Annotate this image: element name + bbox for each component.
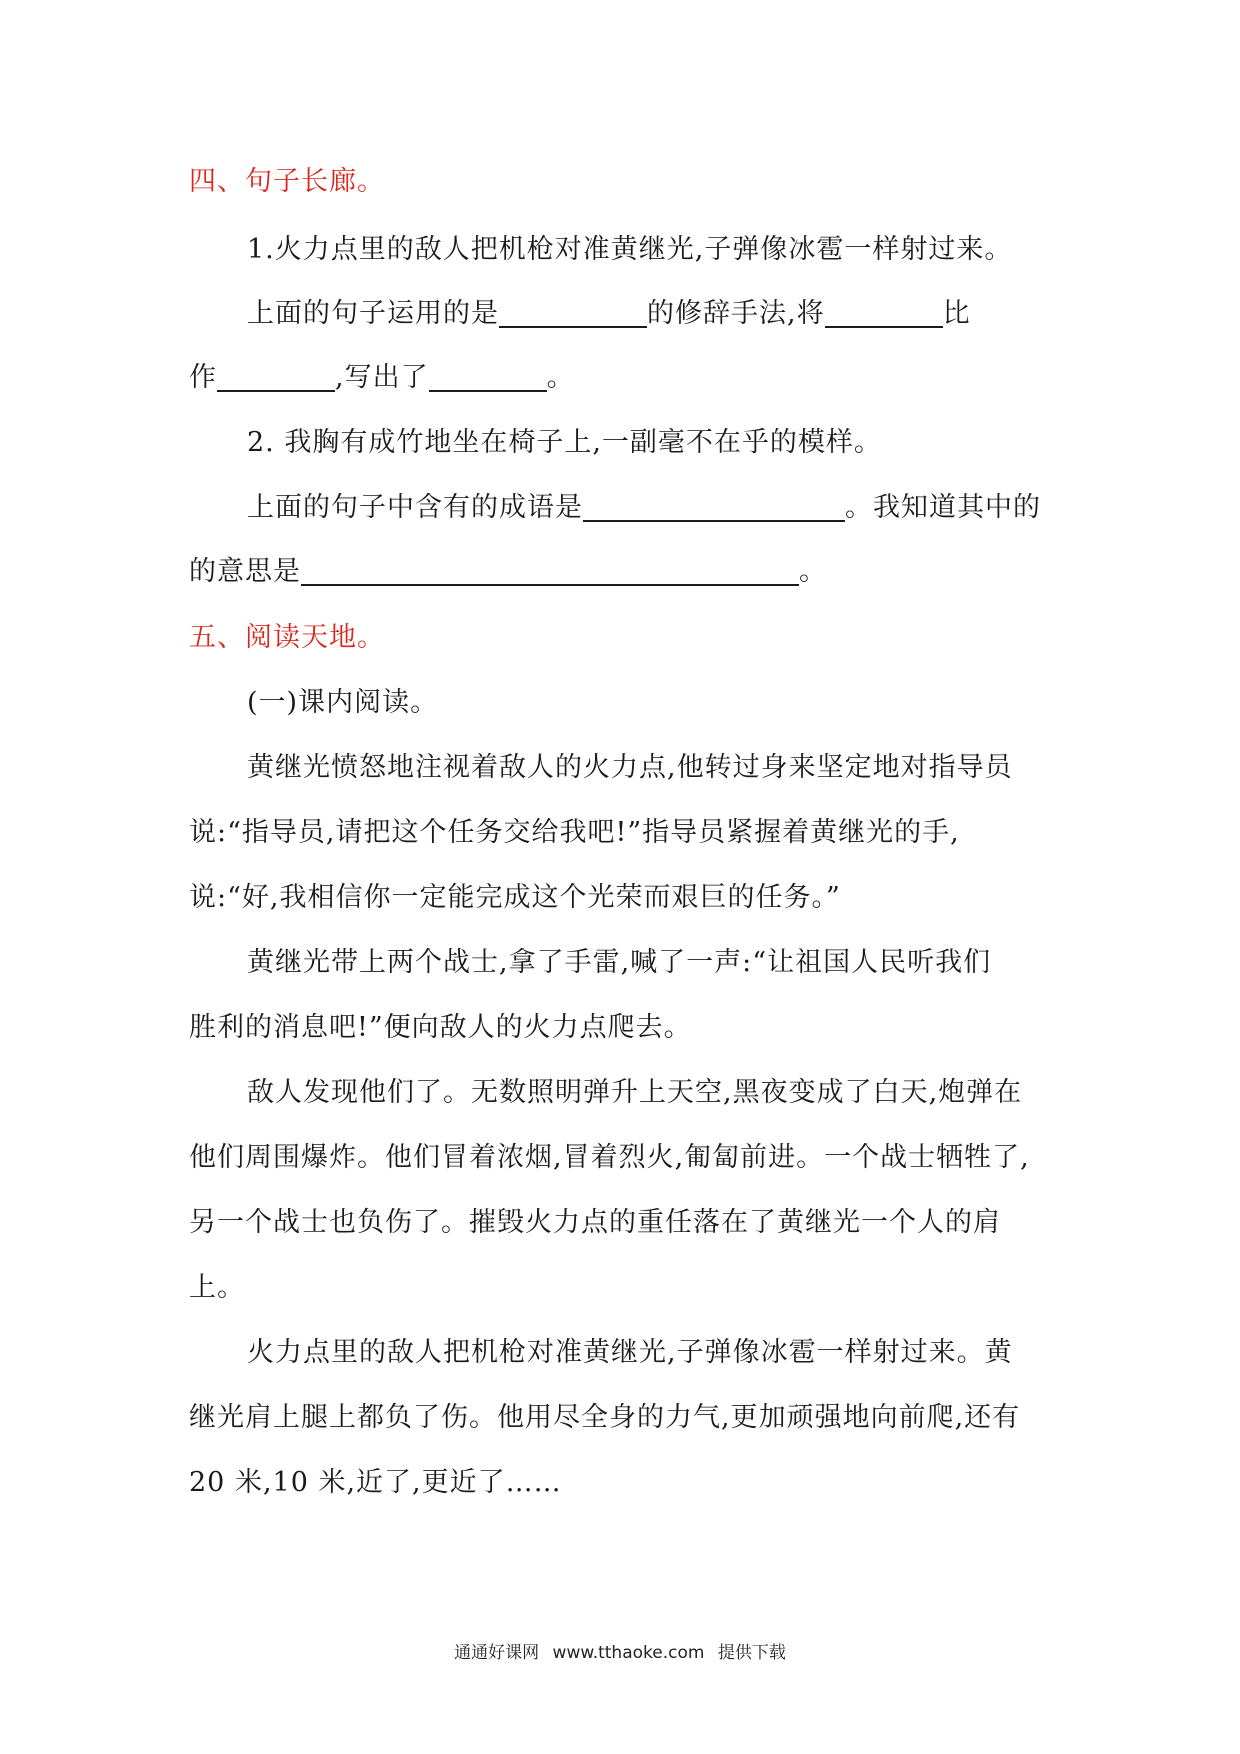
q2-blank-meaning[interactable] — [301, 554, 799, 586]
page-footer — [0, 1638, 1240, 1663]
question-one-sentence: 1.火力点里的敌人把机枪对准黄继光,子弹像冰雹一样射过来。 — [247, 234, 1013, 265]
reading-paragraph-line: 黄继光愤怒地注视着敌人的火力点,他转过身来坚定地对指导员 — [247, 752, 1013, 783]
q1-blank-subject[interactable] — [825, 296, 943, 328]
reading-paragraph-line: 说:“好,我相信你一定能完成这个光荣而艰巨的任务。” — [189, 882, 841, 913]
footer-site-name: 通通好课网 — [454, 1643, 540, 1663]
q1-text-a-end: 比 — [942, 298, 971, 329]
q1-blank-effect[interactable] — [429, 360, 547, 392]
q1-text-b-start: 作 — [189, 362, 217, 393]
q1-text-b-mid: ,写出了 — [335, 362, 429, 393]
question-one-fill-line-b — [189, 360, 575, 396]
reading-paragraph-line: 黄继光带上两个战士,拿了手雷,喊了一声:“让祖国人民听我们 — [247, 947, 992, 978]
q1-text-a-start: 上面的句子运用的是 — [247, 298, 499, 329]
q2-blank-idiom[interactable] — [583, 490, 845, 522]
reading-paragraph-line: 上。 — [189, 1272, 245, 1303]
q2-text-b-start: 的意思是 — [189, 556, 301, 587]
reading-paragraph-line: 火力点里的敌人把机枪对准黄继光,子弹像冰雹一样射过来。黄 — [247, 1337, 1013, 1368]
reading-paragraph-line: 20 米,10 米,近了,更近了…… — [189, 1467, 562, 1498]
q1-blank-object[interactable] — [217, 360, 335, 392]
q2-text-a-start: 上面的句子中含有的成语是 — [247, 492, 583, 523]
reading-paragraph-line: 他们周围爆炸。他们冒着浓烟,冒着烈火,匍匐前进。一个战士牺牲了, — [189, 1142, 1030, 1173]
reading-paragraph-line: 胜利的消息吧!”便向敌人的火力点爬去。 — [189, 1012, 692, 1043]
reading-sub-heading: (一)课内阅读。 — [247, 687, 439, 718]
question-two-fill-line-b — [189, 554, 827, 590]
q1-text-b-end: 。 — [546, 362, 575, 393]
q1-text-a-mid: 的修辞手法,将 — [647, 298, 825, 329]
reading-paragraph-line: 说:“指导员,请把这个任务交给我吧!”指导员紧握着黄继光的手, — [189, 817, 960, 848]
question-two-fill-line-a — [247, 490, 1041, 526]
q2-text-a-end: 。我知道其中的 — [845, 492, 1041, 523]
q2-text-b-end: 。 — [799, 556, 827, 587]
section-five-heading: 五、阅读天地。 — [189, 622, 385, 653]
footer-note: 提供下载 — [717, 1643, 786, 1663]
section-four-heading: 四、句子长廊。 — [189, 166, 385, 197]
question-one-fill-line-a — [247, 296, 971, 332]
reading-paragraph-line: 敌人发现他们了。无数照明弹升上天空,黑夜变成了白天,炮弹在 — [247, 1077, 1023, 1108]
q1-blank-rhetoric[interactable] — [499, 296, 647, 328]
reading-paragraph-line: 继光肩上腿上都负了伤。他用尽全身的力气,更加顽强地向前爬,还有 — [189, 1402, 1021, 1433]
question-two-sentence: 2. 我胸有成竹地坐在椅子上,一副毫不在乎的模样。 — [247, 427, 882, 458]
reading-paragraph-line: 另一个战士也负伤了。摧毁火力点的重任落在了黄继光一个人的肩 — [189, 1207, 1001, 1238]
footer-url[interactable]: www.tthaoke.com — [552, 1643, 705, 1663]
